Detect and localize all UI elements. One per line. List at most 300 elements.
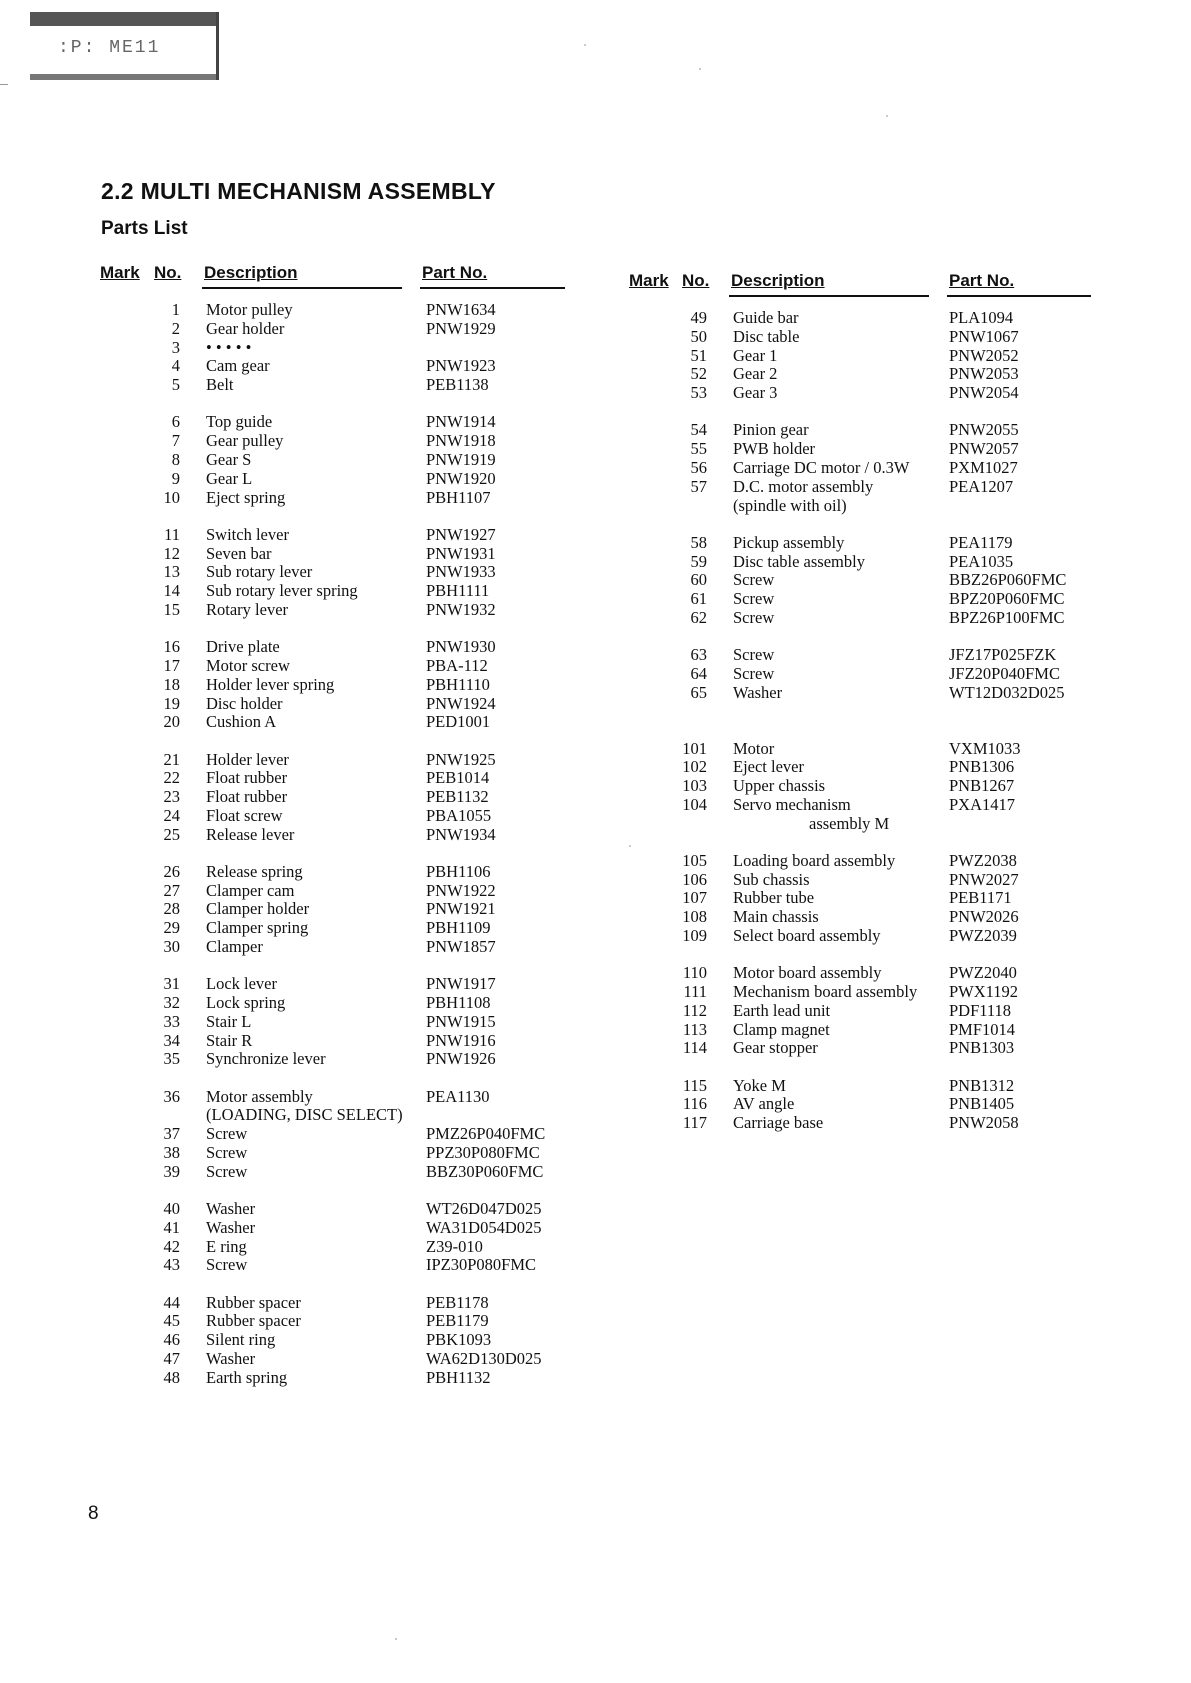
header-description: Description	[731, 271, 825, 290]
table-row	[100, 788, 565, 807]
item-number: 63	[690, 645, 707, 665]
item-number: 113	[682, 1019, 707, 1039]
parts-rows-left	[100, 301, 565, 1388]
parts-rows-right	[629, 309, 1091, 1133]
table-row	[629, 777, 1091, 796]
item-number: 108	[682, 907, 707, 927]
item-part-number: PNW2058	[949, 1113, 1019, 1133]
table-row	[629, 497, 1091, 516]
item-description: Gear holder	[206, 318, 285, 338]
item-description: Washer	[206, 1348, 256, 1368]
item-part-number: PNW1931	[426, 543, 496, 563]
item-description: Mechanism board assembly	[733, 982, 918, 1002]
item-part-number: PNW1915	[426, 1011, 496, 1031]
table-row	[629, 609, 1091, 628]
item-part-number: BBZ26P060FMC	[949, 570, 1067, 590]
item-part-number: PNB1306	[949, 757, 1015, 777]
table-row	[100, 1238, 565, 1257]
table-row	[629, 1095, 1091, 1114]
item-description: Gear pulley	[206, 431, 284, 451]
table-row	[100, 807, 565, 826]
item-part-number: PED1001	[426, 712, 491, 732]
item-number: 1	[171, 300, 180, 319]
item-part-number: PNW1067	[949, 326, 1019, 346]
header-rule	[420, 287, 565, 289]
header-mark: Mark	[629, 271, 669, 290]
item-number: 13	[163, 562, 180, 582]
scan-speck	[699, 68, 701, 70]
table-row	[100, 863, 565, 882]
item-description: Washer	[206, 1217, 256, 1237]
item-description: Select board assembly	[733, 926, 881, 946]
table-row	[629, 740, 1091, 759]
item-description: Washer	[733, 682, 783, 702]
item-part-number: PNW1914	[426, 412, 496, 432]
item-number: 35	[163, 1049, 180, 1069]
item-number: 54	[690, 420, 707, 440]
item-part-number: PEA1207	[949, 476, 1014, 496]
table-row	[100, 357, 565, 376]
item-number: 24	[163, 805, 180, 825]
item-number: 106	[682, 869, 707, 889]
item-number: 20	[163, 712, 180, 732]
table-row	[629, 328, 1091, 347]
group-gap	[629, 1058, 1091, 1076]
item-description: Cushion A	[206, 712, 277, 732]
item-part-number: WT26D047D025	[426, 1199, 542, 1218]
item-number: 16	[163, 637, 180, 657]
item-part-number: PBH1106	[426, 861, 491, 881]
item-part-number: PMZ26P040FMC	[426, 1124, 546, 1144]
table-row	[100, 1369, 565, 1388]
group-gap	[629, 834, 1091, 852]
group-gap	[629, 403, 1091, 421]
item-description: Sub rotary lever spring	[206, 581, 358, 601]
item-number: 18	[163, 674, 180, 694]
item-number: 50	[690, 326, 707, 346]
page-number: 8	[88, 1503, 99, 1524]
item-description: Carriage DC motor / 0.3W	[733, 457, 910, 477]
item-part-number: BPZ26P100FMC	[949, 607, 1065, 627]
parts-table-left	[100, 263, 565, 1388]
item-part-number: PBA-112	[426, 655, 488, 675]
table-row	[100, 638, 565, 657]
item-description: Clamper spring	[206, 918, 309, 938]
table-row	[629, 927, 1091, 946]
item-part-number: PBH1107	[426, 487, 491, 507]
item-part-number: PNW1918	[426, 431, 496, 451]
item-part-number: WT12D032D025	[949, 682, 1065, 702]
item-number: 59	[690, 551, 707, 571]
item-part-number: PNW1932	[426, 599, 496, 619]
table-row	[100, 826, 565, 845]
table-row	[629, 758, 1091, 777]
item-part-number: PNW1857	[426, 937, 496, 957]
table-row	[100, 1106, 565, 1125]
table-row	[629, 421, 1091, 440]
table-row	[629, 889, 1091, 908]
item-part-number: PBH1108	[426, 993, 491, 1013]
item-part-number: PNW2053	[949, 364, 1019, 384]
table-row	[629, 871, 1091, 890]
table-row	[629, 590, 1091, 609]
item-description: E ring	[206, 1236, 247, 1256]
item-part-number: Z39-010	[426, 1236, 483, 1256]
table-row	[100, 919, 565, 938]
table-row	[100, 1312, 565, 1331]
item-number: 101	[682, 738, 707, 758]
item-description: Motor pulley	[206, 300, 293, 319]
item-number: 8	[171, 449, 180, 469]
item-number: 110	[682, 963, 707, 983]
parts-list-subtitle: Parts List	[101, 218, 188, 239]
item-part-number: PEA1035	[949, 551, 1014, 571]
table-header-left	[100, 263, 565, 289]
group-gap	[100, 732, 565, 750]
item-number: 33	[163, 1011, 180, 1031]
item-description: Motor assembly	[206, 1086, 313, 1106]
item-number: 14	[163, 581, 180, 601]
table-row	[100, 994, 565, 1013]
group-gap	[100, 1275, 565, 1293]
item-description: Main chassis	[733, 907, 819, 927]
item-part-number: PBH1109	[426, 918, 491, 938]
item-number: 36	[163, 1086, 180, 1106]
table-row	[629, 852, 1091, 871]
header-rule	[729, 295, 929, 297]
header-tab-text: :P: ME11	[58, 38, 161, 58]
table-row	[629, 796, 1091, 815]
table-row	[100, 1294, 565, 1313]
item-description: Synchronize lever	[206, 1049, 326, 1069]
item-description: Gear 1	[733, 345, 778, 365]
item-part-number: PNW1927	[426, 524, 496, 544]
item-part-number: PNB1303	[949, 1038, 1015, 1058]
item-description: D.C. motor assembly	[733, 476, 874, 496]
item-number: 60	[690, 570, 707, 590]
item-part-number: PNW1926	[426, 1049, 496, 1069]
scanned-header-tab	[30, 12, 219, 80]
item-number: 5	[171, 375, 180, 395]
item-description: Clamper	[206, 937, 263, 957]
item-number: 31	[163, 974, 180, 994]
item-part-number: PEB1178	[426, 1292, 489, 1312]
header-part-no: Part No.	[949, 271, 1015, 290]
item-description: (spindle with oil)	[733, 495, 847, 515]
item-description: Screw	[733, 645, 775, 665]
table-row	[100, 676, 565, 695]
table-row	[100, 301, 565, 320]
item-description: Eject lever	[733, 757, 804, 777]
item-number: 115	[682, 1075, 707, 1095]
header-no: No.	[154, 263, 182, 282]
item-number: 42	[163, 1236, 180, 1256]
table-row	[100, 526, 565, 545]
item-description: Gear stopper	[733, 1038, 818, 1058]
item-description: Float rubber	[206, 787, 288, 807]
item-description: Yoke M	[733, 1075, 786, 1095]
table-row	[629, 1077, 1091, 1096]
item-description: Upper chassis	[733, 776, 826, 796]
table-row	[629, 646, 1091, 665]
table-row	[100, 1331, 565, 1350]
table-row	[629, 440, 1091, 459]
item-part-number: JFZ20P040FMC	[949, 663, 1060, 683]
item-number: 29	[163, 918, 180, 938]
item-description: Holder lever	[206, 749, 289, 769]
item-part-number: PNW1923	[426, 356, 496, 376]
table-row	[100, 975, 565, 994]
item-number: 38	[163, 1143, 180, 1163]
table-row	[100, 938, 565, 957]
scan-speck	[886, 115, 888, 117]
item-number: 23	[163, 787, 180, 807]
item-number: 2	[171, 318, 180, 338]
table-row	[629, 1039, 1091, 1058]
item-description: Silent ring	[206, 1330, 276, 1350]
item-number: 112	[682, 1000, 707, 1020]
table-row	[629, 478, 1091, 497]
item-description: Disc table assembly	[733, 551, 865, 571]
item-description: (LOADING, DISC SELECT)	[206, 1105, 403, 1125]
item-part-number: PNW1921	[426, 899, 496, 919]
item-description: Eject spring	[206, 487, 286, 507]
item-description: Top guide	[206, 412, 273, 432]
table-row	[100, 713, 565, 732]
item-number: 30	[163, 937, 180, 957]
item-description: Washer	[206, 1199, 256, 1218]
table-row	[100, 451, 565, 470]
item-number: 57	[690, 476, 707, 496]
table-row	[629, 684, 1091, 703]
item-description: Lock lever	[206, 974, 278, 994]
item-number: 56	[690, 457, 707, 477]
table-row	[629, 459, 1091, 478]
table-header-right	[629, 271, 1091, 297]
item-part-number: PNB1267	[949, 776, 1015, 796]
header-rule	[947, 295, 1091, 297]
item-number: 43	[163, 1255, 180, 1275]
item-part-number: PWZ2038	[949, 850, 1017, 870]
group-gap	[100, 395, 565, 413]
item-number: 3	[171, 337, 180, 357]
item-description: Pickup assembly	[733, 532, 845, 552]
item-number: 65	[690, 682, 707, 702]
item-part-number: PXM1027	[949, 457, 1018, 477]
table-row	[100, 432, 565, 451]
item-description: Gear 3	[733, 383, 778, 403]
item-number: 40	[163, 1199, 180, 1218]
item-part-number: PMF1014	[949, 1019, 1016, 1039]
item-part-number: PNW1934	[426, 824, 496, 844]
item-number: 25	[163, 824, 180, 844]
table-row	[629, 908, 1091, 927]
item-description: Screw	[206, 1161, 248, 1181]
item-description: Sub chassis	[733, 869, 810, 889]
item-part-number: IPZ30P080FMC	[426, 1255, 537, 1275]
item-number: 32	[163, 993, 180, 1013]
table-row	[100, 582, 565, 601]
table-row	[100, 1256, 565, 1275]
table-row	[100, 470, 565, 489]
table-row	[629, 1021, 1091, 1040]
item-description: Clamper cam	[206, 880, 295, 900]
item-number: 55	[690, 439, 707, 459]
item-description: Seven bar	[206, 543, 272, 563]
item-description: Switch lever	[206, 524, 289, 544]
table-row	[629, 1002, 1091, 1021]
item-number: 103	[682, 776, 707, 796]
item-description: Pinion gear	[733, 420, 809, 440]
item-description: Cam gear	[206, 356, 270, 376]
item-description: Sub rotary lever	[206, 562, 313, 582]
item-part-number: PNW1922	[426, 880, 496, 900]
item-part-number: PWX1192	[949, 982, 1019, 1002]
item-description: Disc table	[733, 326, 800, 346]
table-row	[100, 695, 565, 714]
item-description: Screw	[733, 570, 775, 590]
item-number: 62	[690, 607, 707, 627]
table-row	[100, 1125, 565, 1144]
item-part-number: PNW2055	[949, 420, 1019, 440]
margin-mark	[0, 84, 8, 85]
item-description: PWB holder	[733, 439, 816, 459]
scan-speck	[395, 1638, 397, 1640]
group-gap	[100, 507, 565, 525]
table-row	[100, 1200, 565, 1219]
item-description: Loading board assembly	[733, 850, 896, 870]
item-description: Carriage base	[733, 1113, 824, 1133]
item-part-number: PNW1917	[426, 974, 496, 994]
item-number: 11	[164, 524, 180, 544]
item-part-number: PNW1929	[426, 318, 496, 338]
table-row	[100, 1144, 565, 1163]
item-number: 21	[163, 749, 180, 769]
table-row	[629, 384, 1091, 403]
item-description: Earth lead unit	[733, 1000, 831, 1020]
item-part-number: WA62D130D025	[426, 1348, 542, 1368]
table-row	[100, 1013, 565, 1032]
item-description: Holder lever spring	[206, 674, 335, 694]
item-part-number: PNW1916	[426, 1030, 496, 1050]
table-row	[100, 376, 565, 395]
table-row	[629, 553, 1091, 572]
item-description: Rubber spacer	[206, 1292, 301, 1312]
parts-table-right	[629, 271, 1091, 1133]
item-part-number: PBH1111	[426, 581, 490, 601]
item-description: Stair L	[206, 1011, 252, 1031]
scan-speck	[629, 845, 631, 847]
item-description: assembly M	[809, 813, 890, 833]
item-description: Motor screw	[206, 655, 290, 675]
scan-speck	[584, 44, 586, 46]
table-row	[100, 339, 565, 358]
item-number: 117	[682, 1113, 707, 1133]
table-row	[629, 665, 1091, 684]
header-mark: Mark	[100, 263, 140, 282]
item-part-number: WA31D054D025	[426, 1217, 542, 1237]
item-number: 26	[163, 861, 180, 881]
item-number: 34	[163, 1030, 180, 1050]
table-row	[629, 365, 1091, 384]
item-description: Screw	[206, 1124, 248, 1144]
item-description: Screw	[733, 663, 775, 683]
item-part-number: PBH1132	[426, 1367, 491, 1387]
table-row	[100, 882, 565, 901]
table-row	[629, 815, 1091, 834]
item-description: Disc holder	[206, 693, 283, 713]
item-number: 49	[690, 308, 707, 327]
item-part-number: BPZ20P060FMC	[949, 589, 1065, 609]
item-description: Lock spring	[206, 993, 286, 1013]
table-row	[100, 1050, 565, 1069]
group-gap	[100, 1182, 565, 1200]
group-gap	[629, 628, 1091, 646]
item-part-number: PNB1312	[949, 1075, 1015, 1095]
group-gap	[100, 957, 565, 975]
item-part-number: PNW1920	[426, 468, 496, 488]
item-number: 39	[163, 1161, 180, 1181]
item-description: Rubber spacer	[206, 1311, 301, 1331]
item-part-number: PNW1924	[426, 693, 496, 713]
table-row	[100, 900, 565, 919]
item-number: 52	[690, 364, 707, 384]
item-number: 19	[163, 693, 180, 713]
group-gap	[629, 946, 1091, 964]
item-part-number: PEB1138	[426, 375, 489, 395]
item-description: • • • • •	[206, 337, 252, 357]
item-description: Rotary lever	[206, 599, 289, 619]
header-description: Description	[204, 263, 298, 282]
item-number: 7	[171, 431, 180, 451]
item-part-number: PBK1093	[426, 1330, 492, 1350]
item-description: Drive plate	[206, 637, 280, 657]
item-description: Clamp magnet	[733, 1019, 830, 1039]
item-part-number: PEB1132	[426, 787, 489, 807]
item-part-number: PNW1930	[426, 637, 496, 657]
item-number: 27	[163, 880, 180, 900]
item-part-number: PNW2052	[949, 345, 1019, 365]
item-part-number: PXA1417	[949, 794, 1016, 814]
item-part-number: PEB1179	[426, 1311, 489, 1331]
item-description: Release spring	[206, 861, 303, 881]
item-part-number: PBH1110	[426, 674, 490, 694]
table-row	[100, 545, 565, 564]
header-rule	[202, 287, 402, 289]
item-description: Guide bar	[733, 308, 799, 327]
table-row	[629, 534, 1091, 553]
item-number: 48	[163, 1367, 180, 1387]
table-row	[629, 347, 1091, 366]
item-number: 53	[690, 383, 707, 403]
group-gap	[629, 515, 1091, 533]
table-row	[100, 601, 565, 620]
item-description: Gear 2	[733, 364, 778, 384]
item-description: Float screw	[206, 805, 283, 825]
item-description: Release lever	[206, 824, 295, 844]
item-part-number: PNW2057	[949, 439, 1019, 459]
table-row	[100, 751, 565, 770]
item-number: 6	[171, 412, 180, 432]
item-number: 45	[163, 1311, 180, 1331]
item-description: Screw	[206, 1143, 248, 1163]
item-number: 58	[690, 532, 707, 552]
item-description: Stair R	[206, 1030, 253, 1050]
item-number: 61	[690, 589, 707, 609]
group-gap	[100, 1069, 565, 1087]
item-number: 47	[163, 1348, 180, 1368]
item-number: 64	[690, 663, 707, 683]
